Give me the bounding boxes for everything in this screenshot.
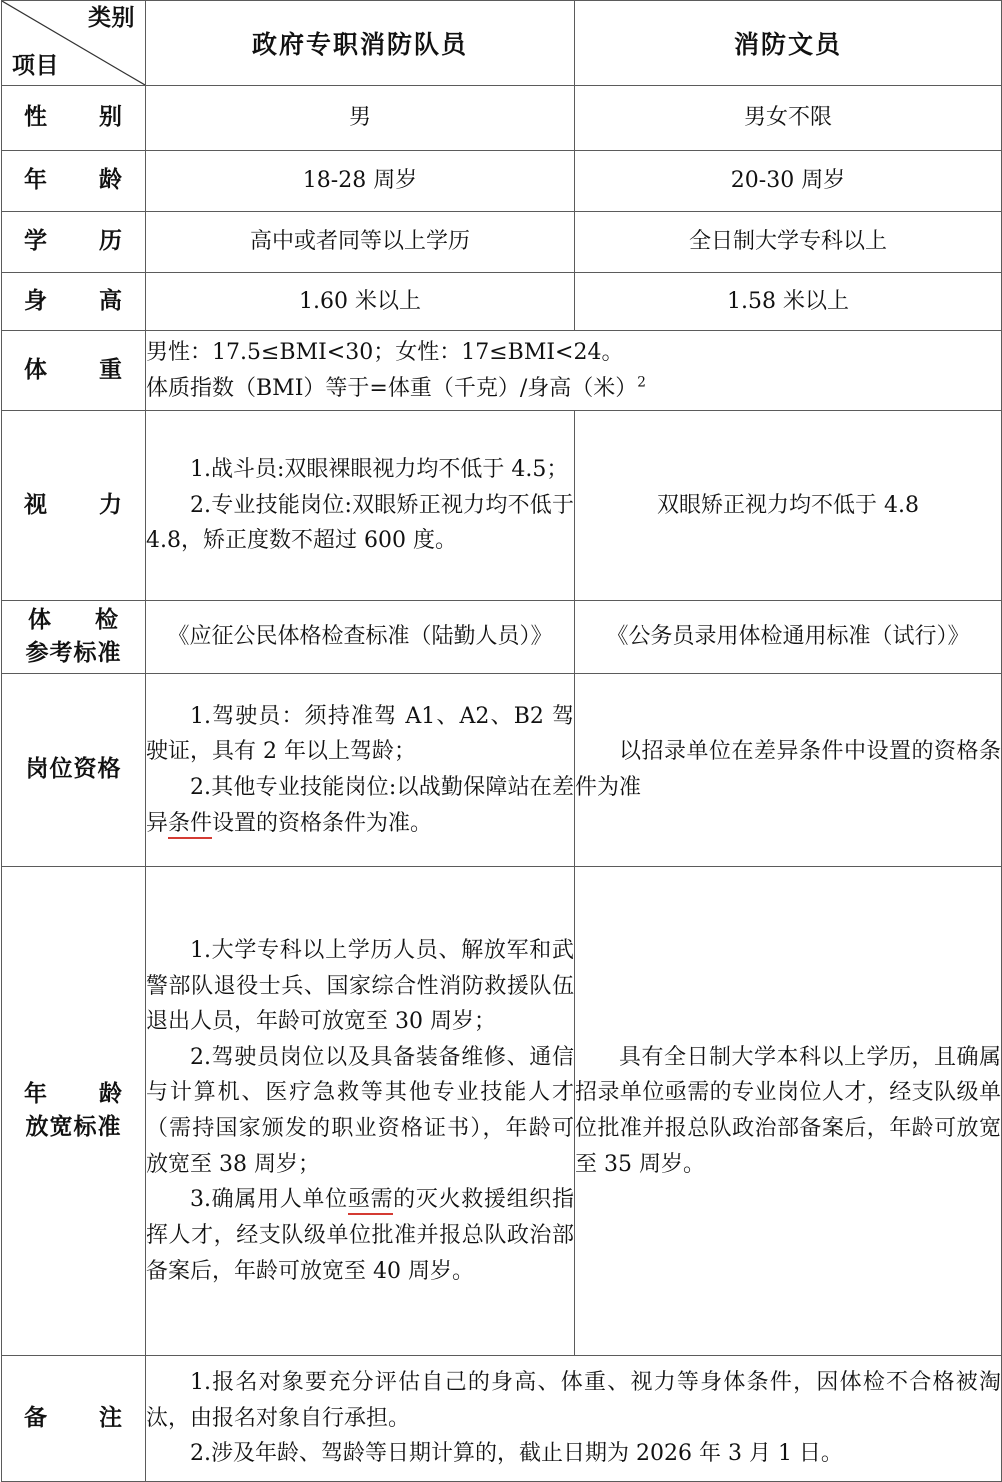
row-label-education-char2: 历 [99, 228, 123, 255]
cell-position-qualification-clerk [575, 674, 1002, 867]
vision-firefighter-item1: 1.战斗员:双眼裸眼视力均不低于 4.5； [190, 457, 569, 483]
header-item-label: 项目 [12, 53, 59, 80]
position-qualification-item2-part-a: 2.其他专业技能岗位:以战勤保障站在差异 [146, 775, 574, 836]
table-row-vision [2, 411, 1002, 601]
row-label-age-char1: 年 [24, 167, 48, 194]
row-label-weight-char2: 重 [99, 356, 123, 383]
header-category-label: 类别 [88, 5, 135, 31]
table-header-row [2, 1, 1002, 86]
table-row-remarks [2, 1356, 1002, 1482]
cell-medical-standard-firefighter: 《应征公民体格检查标准（陆勤人员）》 [146, 601, 575, 674]
age-relaxation-item2: 2.驾驶员岗位以及具备装备维修、通信与计算机、医疗急救等其他专业技能人才（需持国家颁发的职业资格证书），年龄可放宽至 38 周岁； [146, 1044, 574, 1177]
row-label-age-relaxation-char1: 年 [24, 1080, 48, 1107]
cell-education-clerk: 全日制大学专科以上 [575, 212, 1002, 273]
row-label-medical-standard [2, 601, 146, 674]
row-label-gender-char2: 别 [99, 104, 123, 131]
age-relaxation-clerk-text [575, 1040, 1001, 1183]
remarks-item2: 2.涉及年龄、驾龄等日期计算的，截止日期为 2026 年 3 月 1 日。 [190, 1441, 843, 1467]
header-corner-cell [2, 1, 146, 86]
row-label-age [2, 151, 146, 212]
weight-bmi-formula-text: 体质指数（BMI）等于=体重（千克）/身高（米） [146, 375, 638, 401]
row-label-age-char2: 龄 [99, 167, 123, 194]
row-label-height [2, 273, 146, 331]
row-label-position-qualification: 岗位资格 [2, 674, 146, 867]
column-header-clerk: 消防文员 [575, 1, 1002, 86]
row-label-vision [2, 411, 146, 601]
table-row-education [2, 212, 1002, 273]
row-label-vision-char2: 力 [99, 491, 123, 518]
age-relaxation-item3-highlight: 亟需 [348, 1187, 393, 1215]
cell-medical-standard-clerk: 《公务员录用体检通用标准（试行）》 [575, 601, 1002, 674]
row-label-gender [2, 86, 146, 151]
position-qualification-item1: 1.驾驶员：须持准驾 A1、A2、B2 驾驶证，具有 2 年以上驾龄； [146, 703, 574, 765]
row-label-age-relaxation [2, 867, 146, 1356]
age-relaxation-clerk-part-b: 的专业岗位人才，经支队级单位批准并报总队政治部备案后，年龄可放宽至 35 周岁。 [575, 1080, 1001, 1177]
cell-age-firefighter: 18-28 周岁 [146, 151, 575, 212]
cell-position-qualification-firefighter [146, 674, 575, 867]
row-label-medical-standard-char2: 检 [95, 606, 119, 633]
weight-bmi-formula [146, 371, 1001, 407]
row-label-weight [2, 331, 146, 411]
row-label-remarks-char1: 备 [24, 1404, 48, 1431]
table-row-age-relaxation [2, 867, 1002, 1356]
age-relaxation-item1: 1.大学专科以上学历人员、解放军和武警部队退役士兵、国家综合性消防救援队伍退出人员，年龄可放宽至 30 周岁； [146, 937, 574, 1035]
cell-weight-merged [146, 331, 1002, 411]
age-relaxation-item3-part-a: 3.确属用人单位 [190, 1187, 348, 1213]
position-qualification-item2-highlight: 条件 [168, 811, 212, 839]
age-relaxation-item3-part-b: 的灭火救援组织指挥人才，经支队级单位批准并报总队政治部备案后，年龄可放宽至 40 周岁。 [146, 1187, 574, 1284]
table-row-age [2, 151, 1002, 212]
row-label-medical-standard-line2: 参考标准 [25, 640, 122, 666]
row-label-education [2, 212, 146, 273]
cell-age-clerk: 20-30 周岁 [575, 151, 1002, 212]
cell-gender-clerk: 男女不限 [575, 86, 1002, 151]
table-row-position-qualification [2, 674, 1002, 867]
row-label-gender-char1: 性 [24, 104, 48, 131]
position-qualification-item2-part-b: 设置的资格条件为准。 [212, 810, 433, 836]
table-row-medical-standard [2, 601, 1002, 674]
row-label-age-relaxation-char2: 龄 [99, 1080, 123, 1107]
remarks-item1: 1.报名对象要充分评估自己的身高、体重、视力等身体条件，因体检不合格被淘汰，由报名对象自行承担。 [146, 1370, 1001, 1431]
table-row-weight [2, 331, 1002, 411]
weight-bmi-formula-exponent: 2 [637, 374, 646, 391]
table-row-height [2, 273, 1002, 331]
cell-age-relaxation-clerk [575, 867, 1002, 1356]
weight-bmi-range: 男性：17.5≤BMI<30；女性：17≤BMI<24。 [146, 339, 624, 365]
cell-height-firefighter: 1.60 米以上 [146, 273, 575, 331]
row-label-height-char2: 高 [99, 287, 123, 314]
position-qualification-clerk-text: 以招录单位在差异条件中设置的资格条件为准 [575, 739, 1001, 800]
row-label-education-char1: 学 [24, 228, 48, 255]
table-row-gender [2, 86, 1002, 151]
age-relaxation-clerk-highlight: 亟需 [664, 1080, 710, 1106]
row-label-age-relaxation-line2: 放宽标准 [25, 1114, 122, 1140]
vision-firefighter-item2: 2.专业技能岗位:双眼矫正视力均不低于 4.8，矫正度数不超过 600 度。 [146, 492, 574, 554]
cell-vision-clerk: 双眼矫正视力均不低于 4.8 [575, 411, 1002, 601]
cell-remarks-merged [146, 1356, 1002, 1482]
position-qualification-item2 [146, 770, 574, 841]
requirements-table [1, 0, 1002, 1482]
cell-vision-firefighter [146, 411, 575, 601]
age-relaxation-clerk-part-a: 具有全日制大学本科以上学历，且确属招录单位 [575, 1044, 1001, 1106]
row-label-remarks-char2: 注 [99, 1404, 123, 1431]
row-label-vision-char1: 视 [24, 491, 48, 518]
cell-height-clerk: 1.58 米以上 [575, 273, 1002, 331]
row-label-medical-standard-char1: 体 [28, 606, 52, 633]
row-label-height-char1: 身 [24, 287, 48, 314]
cell-age-relaxation-firefighter [146, 867, 575, 1356]
age-relaxation-item3 [146, 1182, 574, 1289]
column-header-firefighter: 政府专职消防队员 [146, 1, 575, 86]
row-label-remarks [2, 1356, 146, 1482]
cell-education-firefighter: 高中或者同等以上学历 [146, 212, 575, 273]
row-label-weight-char1: 体 [24, 356, 48, 383]
cell-gender-firefighter: 男 [146, 86, 575, 151]
